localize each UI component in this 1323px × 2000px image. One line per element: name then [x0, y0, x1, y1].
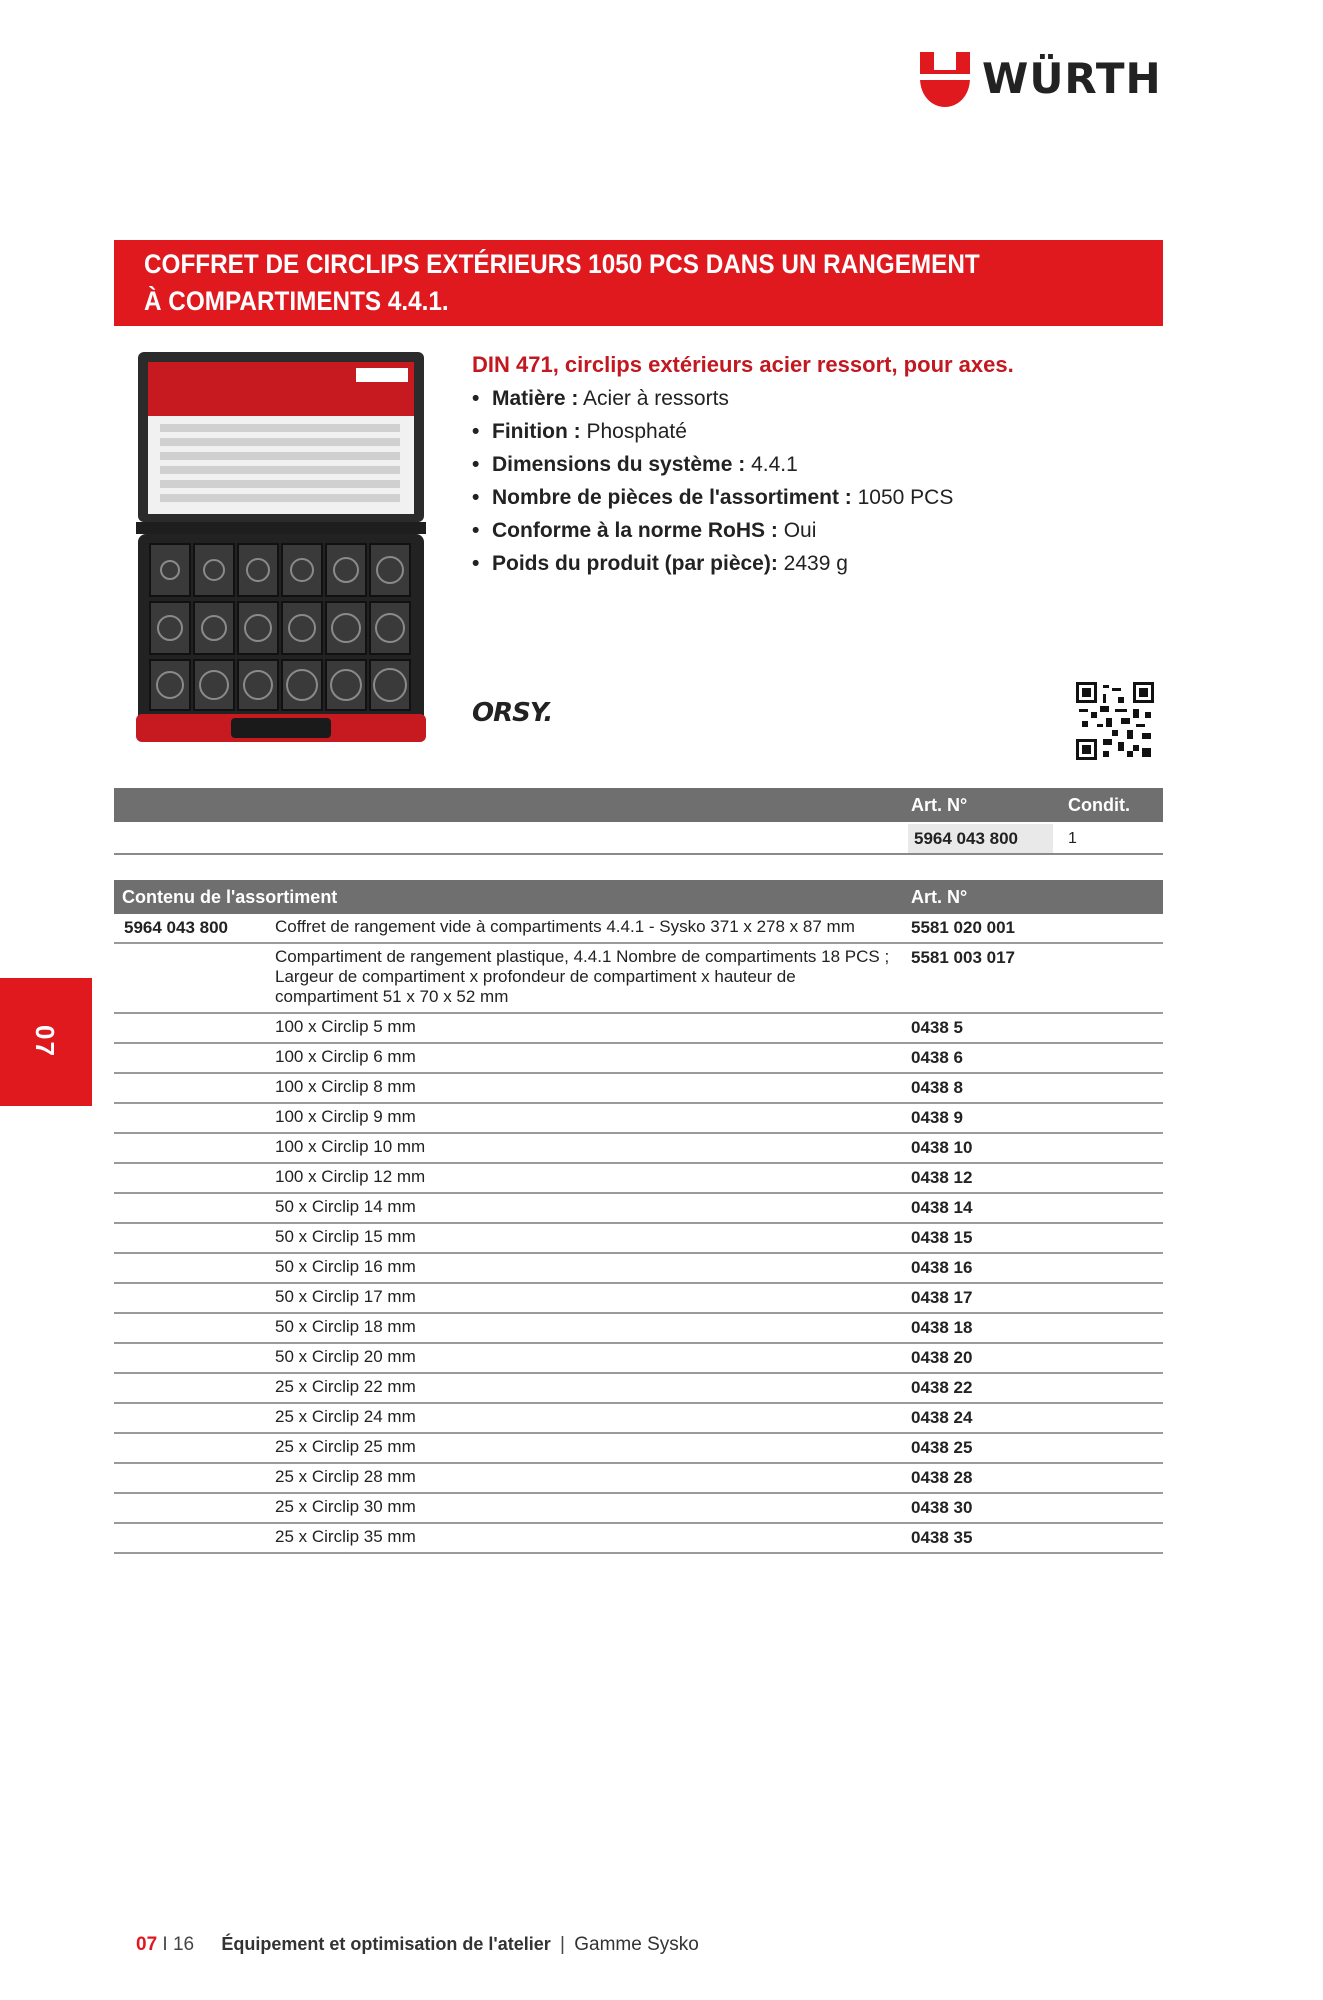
spec-value: 1050 PCS — [851, 486, 954, 509]
table-row — [114, 944, 1163, 1014]
chapter-tab[interactable] — [0, 978, 92, 1106]
product-image — [136, 352, 426, 747]
spec-label: Poids du produit (par pièce): — [492, 552, 778, 575]
contents-table — [114, 914, 1163, 1554]
footer-page-number: 16 — [172, 1934, 195, 1955]
row-desc: 25 x Circlip 22 mm — [275, 1377, 416, 1396]
table-row — [114, 1344, 1163, 1374]
table-row — [114, 1224, 1163, 1254]
row-art[interactable]: 0438 5 — [911, 1018, 963, 1037]
footer-section-title: Équipement et optimisation de l'atelier — [221, 1934, 551, 1954]
row-desc: 50 x Circlip 14 mm — [275, 1197, 416, 1216]
spec-value: Phosphaté — [580, 420, 687, 443]
footer-section-number: 07 — [136, 1934, 158, 1955]
footer-range: Gamme Sysko — [574, 1934, 699, 1955]
table-row — [114, 1194, 1163, 1224]
product-title-bar — [114, 240, 1163, 326]
row-desc: 25 x Circlip 30 mm — [275, 1497, 416, 1516]
spec-label: Dimensions du système : — [492, 453, 746, 476]
spec-item — [472, 382, 1092, 415]
row-desc: Compartiment de rangement plastique, 4.4.1 Nombre de compartiments 18 PCS ; Largeur de compartiment x profondeur de compartiment x hauteur de compartiment 51 x 70 x 52 mm — [275, 947, 890, 1006]
footer-divider: | — [560, 1934, 565, 1955]
order-table-header — [114, 788, 1163, 822]
table-row — [114, 1284, 1163, 1314]
table-row — [114, 1524, 1163, 1554]
spec-value: 2439 g — [777, 552, 848, 575]
table-row — [114, 1104, 1163, 1134]
product-title — [144, 246, 980, 320]
row-art[interactable]: 0438 22 — [911, 1378, 973, 1397]
row-desc: 50 x Circlip 16 mm — [275, 1257, 416, 1276]
row-art[interactable]: 5581 003 017 — [911, 948, 1015, 967]
row-art[interactable]: 0438 24 — [911, 1408, 973, 1427]
row-art[interactable]: 0438 17 — [911, 1288, 973, 1307]
table-row — [114, 1494, 1163, 1524]
row-art[interactable]: 0438 30 — [911, 1498, 973, 1517]
table-row — [114, 1374, 1163, 1404]
product-title-line1: COFFRET DE CIRCLIPS EXTÉRIEURS 1050 PCS DANS UN RANGEMENT — [144, 249, 980, 279]
assortment-art-number: 5964 043 800 — [124, 918, 228, 937]
table-row — [114, 914, 1163, 944]
row-desc: 100 x Circlip 9 mm — [275, 1107, 416, 1126]
contents-col-art: Art. N° — [911, 887, 968, 907]
row-art[interactable]: 5581 020 001 — [911, 918, 1015, 937]
row-desc: 100 x Circlip 6 mm — [275, 1047, 416, 1066]
row-art[interactable]: 0438 6 — [911, 1048, 963, 1067]
spec-label: Finition : — [492, 420, 581, 443]
contents-table-header — [114, 880, 1163, 914]
spec-item — [472, 481, 1092, 514]
row-art[interactable]: 0438 28 — [911, 1468, 973, 1487]
product-subtitle: DIN 471, circlips extérieurs acier ressort, pour axes. — [472, 352, 1014, 377]
spec-label: Nombre de pièces de l'assortiment : — [492, 486, 852, 509]
row-desc: 50 x Circlip 18 mm — [275, 1317, 416, 1336]
row-art[interactable]: 0438 9 — [911, 1108, 963, 1127]
row-desc: 100 x Circlip 12 mm — [275, 1167, 426, 1186]
page-footer — [136, 1934, 699, 1956]
chapter-tab-label: 07 — [29, 1025, 60, 1058]
spec-list — [472, 382, 1092, 580]
wurth-logo-icon — [920, 52, 970, 107]
spec-value: Oui — [777, 519, 817, 542]
table-row — [114, 1044, 1163, 1074]
table-row — [114, 1464, 1163, 1494]
spec-value: 4.4.1 — [745, 453, 798, 476]
table-row — [114, 1164, 1163, 1194]
row-art[interactable]: 0438 35 — [911, 1528, 973, 1547]
table-row — [114, 1074, 1163, 1104]
row-desc: 100 x Circlip 8 mm — [275, 1077, 416, 1096]
wurth-logo — [920, 50, 1170, 110]
row-art[interactable]: 0438 15 — [911, 1228, 973, 1247]
row-desc: 50 x Circlip 20 mm — [275, 1347, 416, 1366]
row-art[interactable]: 0438 14 — [911, 1198, 973, 1217]
order-cond-value: 1 — [1068, 830, 1077, 847]
row-art[interactable]: 0438 12 — [911, 1168, 973, 1187]
brand-name: WÜRTH — [982, 54, 1162, 103]
order-row — [114, 824, 1163, 855]
row-art[interactable]: 0438 25 — [911, 1438, 973, 1457]
row-art[interactable]: 0438 10 — [911, 1138, 973, 1157]
product-title-line2: À COMPARTIMENTS 4.4.1. — [144, 286, 449, 316]
row-desc: 25 x Circlip 28 mm — [275, 1467, 416, 1486]
qr-code-icon[interactable] — [1076, 682, 1154, 760]
table-row — [114, 1014, 1163, 1044]
product-specs — [472, 352, 1092, 580]
row-art[interactable]: 0438 20 — [911, 1348, 973, 1367]
row-art[interactable]: 0438 18 — [911, 1318, 973, 1337]
orsy-logo: ORSY. — [472, 698, 553, 728]
row-desc: 25 x Circlip 35 mm — [275, 1527, 416, 1546]
row-art[interactable]: 0438 16 — [911, 1258, 973, 1277]
contents-col-contents: Contenu de l'assortiment — [122, 887, 338, 907]
spec-label: Conforme à la norme RoHS : — [492, 519, 778, 542]
order-col-cond: Condit. — [1068, 795, 1130, 815]
spec-item — [472, 514, 1092, 547]
table-row — [114, 1434, 1163, 1464]
row-desc: 25 x Circlip 25 mm — [275, 1437, 416, 1456]
order-col-art: Art. N° — [911, 795, 968, 815]
table-row — [114, 1254, 1163, 1284]
table-row — [114, 1134, 1163, 1164]
row-desc: 100 x Circlip 5 mm — [275, 1017, 416, 1036]
spec-value: Acier à ressorts — [578, 387, 729, 410]
order-art-number[interactable]: 5964 043 800 — [908, 824, 1053, 853]
spec-item — [472, 547, 1092, 580]
row-desc: 100 x Circlip 10 mm — [275, 1137, 426, 1156]
spec-label: Matière : — [492, 387, 579, 410]
footer-page-sep: I — [157, 1934, 173, 1955]
row-desc: 50 x Circlip 15 mm — [275, 1227, 416, 1246]
row-desc: 25 x Circlip 24 mm — [275, 1407, 416, 1426]
table-row — [114, 1314, 1163, 1344]
row-art[interactable]: 0438 8 — [911, 1078, 963, 1097]
row-desc: Coffret de rangement vide à compartiments 4.4.1 - Sysko 371 x 278 x 87 mm — [275, 917, 855, 936]
row-desc: 50 x Circlip 17 mm — [275, 1287, 416, 1306]
spec-item — [472, 415, 1092, 448]
table-row — [114, 1404, 1163, 1434]
spec-item — [472, 448, 1092, 481]
